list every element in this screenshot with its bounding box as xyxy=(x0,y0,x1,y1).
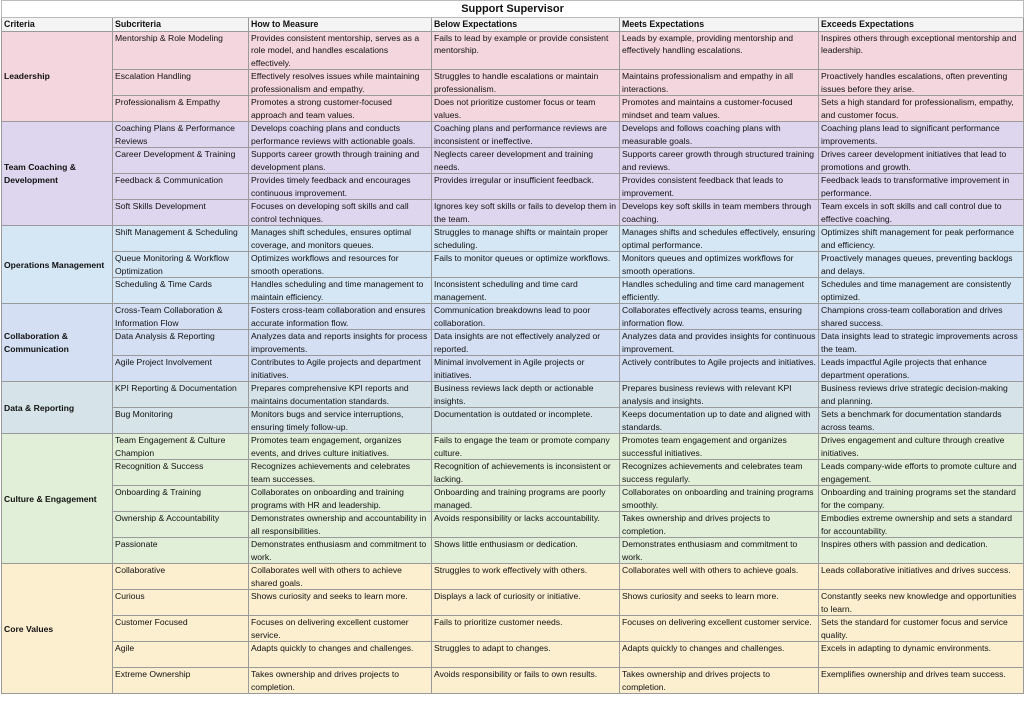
how-to-measure-cell: Analyzes data and reports insights for process improvements. xyxy=(249,330,432,356)
table-row xyxy=(2,174,1024,200)
how-to-measure-cell: Prepares comprehensive KPI reports and maintains documentation standards. xyxy=(249,382,432,408)
table-row xyxy=(2,330,1024,356)
subcriteria-cell: Agile Project Involvement xyxy=(113,356,249,382)
sheet-title: Support Supervisor xyxy=(2,1,1024,18)
table-row xyxy=(2,460,1024,486)
meets-expectations-cell: Develops and follows coaching plans with measurable goals. xyxy=(620,122,819,148)
below-expectations-cell: Provides irregular or insufficient feedback. xyxy=(432,174,620,200)
exceeds-expectations-cell: Leads impactful Agile projects that enhance department operations. xyxy=(819,356,1024,382)
subcriteria-cell: Data Analysis & Reporting xyxy=(113,330,249,356)
exceeds-expectations-cell: Business reviews drive strategic decision-making and planning. xyxy=(819,382,1024,408)
subcriteria-cell: Team Engagement & Culture Champion xyxy=(113,434,249,460)
below-expectations-cell: Fails to monitor queues or optimize workflows. xyxy=(432,252,620,278)
meets-expectations-cell: Takes ownership and drives projects to completion. xyxy=(620,512,819,538)
table-row xyxy=(2,70,1024,96)
header-row xyxy=(2,18,1024,32)
how-to-measure-cell: Shows curiosity and seeks to learn more. xyxy=(249,590,432,616)
below-expectations-cell: Data insights are not effectively analyzed or reported. xyxy=(432,330,620,356)
table-row xyxy=(2,96,1024,122)
exceeds-expectations-cell: Exemplifies ownership and drives team success. xyxy=(819,668,1024,694)
exceeds-expectations-cell: Leads collaborative initiatives and drives success. xyxy=(819,564,1024,590)
meets-expectations-cell: Maintains professionalism and empathy in all interactions. xyxy=(620,70,819,96)
how-to-measure-cell: Provides timely feedback and encourages continuous improvement. xyxy=(249,174,432,200)
how-to-measure-cell: Develops coaching plans and conducts performance reviews with actionable goals. xyxy=(249,122,432,148)
subcriteria-cell: Career Development & Training xyxy=(113,148,249,174)
below-expectations-cell: Struggles to adapt to changes. xyxy=(432,642,620,668)
meets-expectations-cell: Adapts quickly to changes and challenges. xyxy=(620,642,819,668)
table-row xyxy=(2,538,1024,564)
meets-expectations-cell: Promotes and maintains a customer-focused mindset and team values. xyxy=(620,96,819,122)
meets-expectations-cell: Focuses on delivering excellent customer service. xyxy=(620,616,819,642)
subcriteria-cell: Onboarding & Training xyxy=(113,486,249,512)
exceeds-expectations-cell: Onboarding and training programs set the standard for the company. xyxy=(819,486,1024,512)
below-expectations-cell: Avoids responsibility or fails to own results. xyxy=(432,668,620,694)
subcriteria-cell: Mentorship & Role Modeling xyxy=(113,32,249,70)
criteria-cell: Culture & Engagement xyxy=(2,434,113,564)
below-expectations-cell: Struggles to manage shifts or maintain proper scheduling. xyxy=(432,226,620,252)
subcriteria-cell: Cross-Team Collaboration & Information Flow xyxy=(113,304,249,330)
meets-expectations-cell: Monitors queues and optimizes workflows for smooth operations. xyxy=(620,252,819,278)
below-expectations-cell: Displays a lack of curiosity or initiative. xyxy=(432,590,620,616)
exceeds-expectations-cell: Drives engagement and culture through creative initiatives. xyxy=(819,434,1024,460)
header-subcriteria: Subcriteria xyxy=(113,18,249,32)
subcriteria-cell: Professionalism & Empathy xyxy=(113,96,249,122)
exceeds-expectations-cell: Excels in adapting to dynamic environments. xyxy=(819,642,1024,668)
meets-expectations-cell: Supports career growth through structured training and reviews. xyxy=(620,148,819,174)
header-meets-expectations: Meets Expectations xyxy=(620,18,819,32)
exceeds-expectations-cell: Leads company-wide efforts to promote culture and engagement. xyxy=(819,460,1024,486)
header-criteria: Criteria xyxy=(2,18,113,32)
criteria-cell: Collaboration & Communication xyxy=(2,304,113,382)
below-expectations-cell: Documentation is outdated or incomplete. xyxy=(432,408,620,434)
subcriteria-cell: Escalation Handling xyxy=(113,70,249,96)
how-to-measure-cell: Promotes team engagement, organizes events, and drives culture initiatives. xyxy=(249,434,432,460)
table-row xyxy=(2,564,1024,590)
exceeds-expectations-cell: Optimizes shift management for peak performance and efficiency. xyxy=(819,226,1024,252)
below-expectations-cell: Fails to engage the team or promote company culture. xyxy=(432,434,620,460)
how-to-measure-cell: Effectively resolves issues while maintaining professionalism and empathy. xyxy=(249,70,432,96)
below-expectations-cell: Fails to lead by example or provide consistent mentorship. xyxy=(432,32,620,70)
exceeds-expectations-cell: Coaching plans lead to significant performance improvements. xyxy=(819,122,1024,148)
subcriteria-cell: Extreme Ownership xyxy=(113,668,249,694)
how-to-measure-cell: Collaborates on onboarding and training programs with HR and leadership. xyxy=(249,486,432,512)
subcriteria-cell: Soft Skills Development xyxy=(113,200,249,226)
exceeds-expectations-cell: Proactively manages queues, preventing backlogs and delays. xyxy=(819,252,1024,278)
table-row xyxy=(2,382,1024,408)
how-to-measure-cell: Monitors bugs and service interruptions, ensuring timely follow-up. xyxy=(249,408,432,434)
below-expectations-cell: Shows little enthusiasm or dedication. xyxy=(432,538,620,564)
exceeds-expectations-cell: Constantly seeks new knowledge and opportunities to learn. xyxy=(819,590,1024,616)
how-to-measure-cell: Demonstrates ownership and accountability in all responsibilities. xyxy=(249,512,432,538)
how-to-measure-cell: Provides consistent mentorship, serves as a role model, and handles escalations effectively. xyxy=(249,32,432,70)
exceeds-expectations-cell: Sets the standard for customer focus and service quality. xyxy=(819,616,1024,642)
subcriteria-cell: Coaching Plans & Performance Reviews xyxy=(113,122,249,148)
exceeds-expectations-cell: Feedback leads to transformative improvement in performance. xyxy=(819,174,1024,200)
how-to-measure-cell: Focuses on delivering excellent customer service. xyxy=(249,616,432,642)
meets-expectations-cell: Develops key soft skills in team members through coaching. xyxy=(620,200,819,226)
table-row xyxy=(2,278,1024,304)
table-row xyxy=(2,148,1024,174)
subcriteria-cell: Curious xyxy=(113,590,249,616)
below-expectations-cell: Recognition of achievements is inconsistent or lacking. xyxy=(432,460,620,486)
subcriteria-cell: Feedback & Communication xyxy=(113,174,249,200)
meets-expectations-cell: Collaborates effectively across teams, ensuring information flow. xyxy=(620,304,819,330)
meets-expectations-cell: Collaborates well with others to achieve goals. xyxy=(620,564,819,590)
exceeds-expectations-cell: Data insights lead to strategic improvements across the team. xyxy=(819,330,1024,356)
meets-expectations-cell: Analyzes data and provides insights for continuous improvement. xyxy=(620,330,819,356)
exceeds-expectations-cell: Team excels in soft skills and call control due to effective coaching. xyxy=(819,200,1024,226)
exceeds-expectations-cell: Drives career development initiatives that lead to promotions and growth. xyxy=(819,148,1024,174)
table-row xyxy=(2,122,1024,148)
header-below-expectations: Below Expectations xyxy=(432,18,620,32)
subcriteria-cell: Queue Monitoring & Workflow Optimization xyxy=(113,252,249,278)
subcriteria-cell: Passionate xyxy=(113,538,249,564)
table-row xyxy=(2,408,1024,434)
below-expectations-cell: Struggles to work effectively with others. xyxy=(432,564,620,590)
how-to-measure-cell: Manages shift schedules, ensures optimal coverage, and monitors queues. xyxy=(249,226,432,252)
how-to-measure-cell: Takes ownership and drives projects to completion. xyxy=(249,668,432,694)
table-row xyxy=(2,32,1024,70)
how-to-measure-cell: Recognizes achievements and celebrates team successes. xyxy=(249,460,432,486)
table-row xyxy=(2,252,1024,278)
meets-expectations-cell: Prepares business reviews with relevant KPI analysis and insights. xyxy=(620,382,819,408)
subcriteria-cell: KPI Reporting & Documentation xyxy=(113,382,249,408)
how-to-measure-cell: Contributes to Agile projects and department initiatives. xyxy=(249,356,432,382)
table-row xyxy=(2,226,1024,252)
table-row xyxy=(2,512,1024,538)
meets-expectations-cell: Keeps documentation up to date and aligned with standards. xyxy=(620,408,819,434)
how-to-measure-cell: Handles scheduling and time management to maintain efficiency. xyxy=(249,278,432,304)
table-row xyxy=(2,356,1024,382)
exceeds-expectations-cell: Sets a benchmark for documentation standards across teams. xyxy=(819,408,1024,434)
subcriteria-cell: Collaborative xyxy=(113,564,249,590)
subcriteria-cell: Ownership & Accountability xyxy=(113,512,249,538)
meets-expectations-cell: Manages shifts and schedules effectively, ensuring optimal performance. xyxy=(620,226,819,252)
below-expectations-cell: Coaching plans and performance reviews are inconsistent or ineffective. xyxy=(432,122,620,148)
criteria-cell: Core Values xyxy=(2,564,113,694)
rubric-table xyxy=(1,0,1024,694)
table-row xyxy=(2,590,1024,616)
exceeds-expectations-cell: Sets a high standard for professionalism, empathy, and customer focus. xyxy=(819,96,1024,122)
table-row xyxy=(2,200,1024,226)
table-row xyxy=(2,668,1024,694)
how-to-measure-cell: Optimizes workflows and resources for smooth operations. xyxy=(249,252,432,278)
header-exceeds-expectations: Exceeds Expectations xyxy=(819,18,1024,32)
exceeds-expectations-cell: Champions cross-team collaboration and drives shared success. xyxy=(819,304,1024,330)
meets-expectations-cell: Collaborates on onboarding and training programs smoothly. xyxy=(620,486,819,512)
meets-expectations-cell: Handles scheduling and time card management efficiently. xyxy=(620,278,819,304)
subcriteria-cell: Bug Monitoring xyxy=(113,408,249,434)
exceeds-expectations-cell: Inspires others with passion and dedication. xyxy=(819,538,1024,564)
below-expectations-cell: Fails to prioritize customer needs. xyxy=(432,616,620,642)
header-how-to-measure: How to Measure xyxy=(249,18,432,32)
below-expectations-cell: Minimal involvement in Agile projects or initiatives. xyxy=(432,356,620,382)
meets-expectations-cell: Takes ownership and drives projects to completion. xyxy=(620,668,819,694)
subcriteria-cell: Agile xyxy=(113,642,249,668)
criteria-cell: Data & Reporting xyxy=(2,382,113,434)
criteria-cell: Operations Management xyxy=(2,226,113,304)
below-expectations-cell: Inconsistent scheduling and time card management. xyxy=(432,278,620,304)
meets-expectations-cell: Provides consistent feedback that leads to improvement. xyxy=(620,174,819,200)
how-to-measure-cell: Focuses on developing soft skills and call control techniques. xyxy=(249,200,432,226)
meets-expectations-cell: Promotes team engagement and organizes successful initiatives. xyxy=(620,434,819,460)
table-row xyxy=(2,434,1024,460)
below-expectations-cell: Onboarding and training programs are poorly managed. xyxy=(432,486,620,512)
how-to-measure-cell: Supports career growth through training and development plans. xyxy=(249,148,432,174)
below-expectations-cell: Struggles to handle escalations or maintain professionalism. xyxy=(432,70,620,96)
below-expectations-cell: Does not prioritize customer focus or team values. xyxy=(432,96,620,122)
table-row xyxy=(2,304,1024,330)
how-to-measure-cell: Demonstrates enthusiasm and commitment to work. xyxy=(249,538,432,564)
how-to-measure-cell: Adapts quickly to changes and challenges. xyxy=(249,642,432,668)
table-row xyxy=(2,486,1024,512)
title-row xyxy=(2,1,1024,18)
how-to-measure-cell: Fosters cross-team collaboration and ensures accurate information flow. xyxy=(249,304,432,330)
below-expectations-cell: Ignores key soft skills or fails to develop them in the team. xyxy=(432,200,620,226)
meets-expectations-cell: Demonstrates enthusiasm and commitment to work. xyxy=(620,538,819,564)
table-row xyxy=(2,616,1024,642)
meets-expectations-cell: Shows curiosity and seeks to learn more. xyxy=(620,590,819,616)
subcriteria-cell: Customer Focused xyxy=(113,616,249,642)
exceeds-expectations-cell: Inspires others through exceptional mentorship and leadership. xyxy=(819,32,1024,70)
subcriteria-cell: Recognition & Success xyxy=(113,460,249,486)
meets-expectations-cell: Actively contributes to Agile projects and initiatives. xyxy=(620,356,819,382)
meets-expectations-cell: Recognizes achievements and celebrates team success regularly. xyxy=(620,460,819,486)
exceeds-expectations-cell: Embodies extreme ownership and sets a standard for accountability. xyxy=(819,512,1024,538)
criteria-cell: Team Coaching & Development xyxy=(2,122,113,226)
exceeds-expectations-cell: Schedules and time management are consistently optimized. xyxy=(819,278,1024,304)
subcriteria-cell: Shift Management & Scheduling xyxy=(113,226,249,252)
table-row xyxy=(2,642,1024,668)
exceeds-expectations-cell: Proactively handles escalations, often preventing issues before they arise. xyxy=(819,70,1024,96)
below-expectations-cell: Neglects career development and training needs. xyxy=(432,148,620,174)
how-to-measure-cell: Collaborates well with others to achieve shared goals. xyxy=(249,564,432,590)
below-expectations-cell: Communication breakdowns lead to poor collaboration. xyxy=(432,304,620,330)
meets-expectations-cell: Leads by example, providing mentorship and effectively handling escalations. xyxy=(620,32,819,70)
below-expectations-cell: Avoids responsibility or lacks accountability. xyxy=(432,512,620,538)
subcriteria-cell: Scheduling & Time Cards xyxy=(113,278,249,304)
below-expectations-cell: Business reviews lack depth or actionable insights. xyxy=(432,382,620,408)
how-to-measure-cell: Promotes a strong customer-focused approach and team values. xyxy=(249,96,432,122)
criteria-cell: Leadership xyxy=(2,32,113,122)
